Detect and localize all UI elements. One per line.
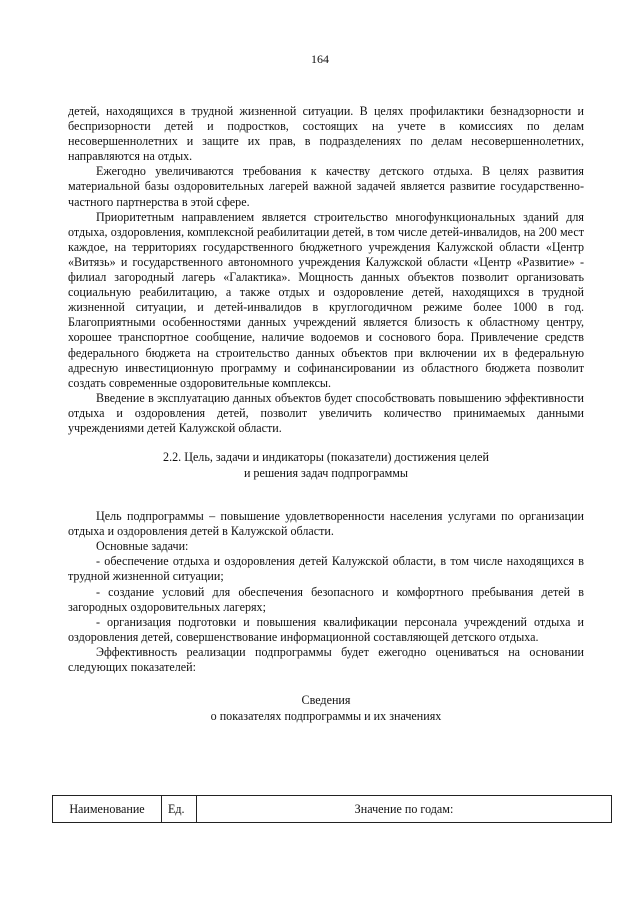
task-3: - организация подготовки и повышения квалификации персонала учреждений отдыха и оздоровления детей, совершенствование информационной составляющей детского отдыха. bbox=[68, 614, 584, 644]
header-values-cell: Значение по годам: bbox=[197, 796, 612, 823]
table-caption-line-1: Сведения bbox=[301, 693, 351, 708]
table-caption bbox=[68, 693, 584, 724]
paragraph-2: Ежегодно увеличиваются требования к качеству детского отдыха. В целях развития материальной базы оздоровительных лагерей важной задачей является развитие государственно-частного партнерства в этой сфере. bbox=[68, 164, 584, 209]
task-1: - обеспечение отдыха и оздоровления детей Калужской области, в том числе находящихся в трудной жизненной ситуации; bbox=[68, 554, 584, 584]
goal-paragraph: Цель подпрограммы – повышение удовлетворенности населения услугами по организации отдыха и оздоровления детей в Калужской области. bbox=[68, 509, 584, 539]
paragraph-3: Приоритетным направлением является строительство многофункциональных зданий для отдыха, оздоровления, комплексной реабилитации детей, в том числе детей-инвалидов, на 200 мест каждое, на территориях государственного бюджетного учреждения Калужской области «Центр «Витязь» и государственного автономного учреждения Калужской области «Центр «Развитие» - филиал загородный лагерь «Галактика». Мощность данных объектов позволит организовать социальную реабилитацию, а также отдых и оздоровление детей, находящихся в трудной жизненной ситуации, и детей-инвалидов в круглогодичном режиме более 1000 в год. Благоприятными особенностями данных учреждений является близость к областному центру, хорошее транспортное сообщение, наличие водоемов и соснового бора. Привлечение средств федерального бюджета на строительство данных объектов при включении их в федеральную адресную инвестиционную программу и софинансировании из областного бюджета позволит создать современные оздоровительные комплексы. bbox=[68, 209, 584, 390]
header-name-cell: Наименование bbox=[53, 796, 162, 823]
paragraph-1: детей, находящихся в трудной жизненной ситуации. В целях профилактики безнадзорности и беспризорности детей и подростков, состоящих на учете в комиссиях по делам несовершеннолетних и защите их прав, в подразделениях по делам несовершеннолетних, направляются на отдых. bbox=[68, 104, 584, 164]
tasks-label: Основные задачи: bbox=[96, 539, 189, 554]
page-number: 164 bbox=[311, 52, 329, 66]
section-heading-line-1: 2.2. Цель, задачи и индикаторы (показатели) достижения целей bbox=[163, 450, 489, 465]
body-text bbox=[68, 104, 584, 724]
task-2: - создание условий для обеспечения безопасного и комфортного пребывания детей в загородных оздоровительных лагерях; bbox=[68, 584, 584, 614]
indicators-table bbox=[52, 795, 612, 823]
header-unit-cell: Ед. bbox=[162, 796, 197, 823]
section-heading-line-2: и решения задач подпрограммы bbox=[243, 465, 409, 480]
spacer bbox=[68, 495, 584, 509]
table-header-row bbox=[53, 796, 612, 823]
table-caption-line-2: о показателях подпрограммы и их значениях bbox=[210, 708, 442, 723]
efficiency-paragraph: Эффективность реализации подпрограммы будет ежегодно оцениваться на основании следующих показателей: bbox=[68, 644, 584, 674]
paragraph-4: Введение в эксплуатацию данных объектов будет способствовать повышению эффективности отдыха и оздоровления детей, позволит увеличить количество принимаемых данными учреждениями детей Калужской области. bbox=[68, 390, 584, 435]
section-heading bbox=[68, 450, 584, 481]
